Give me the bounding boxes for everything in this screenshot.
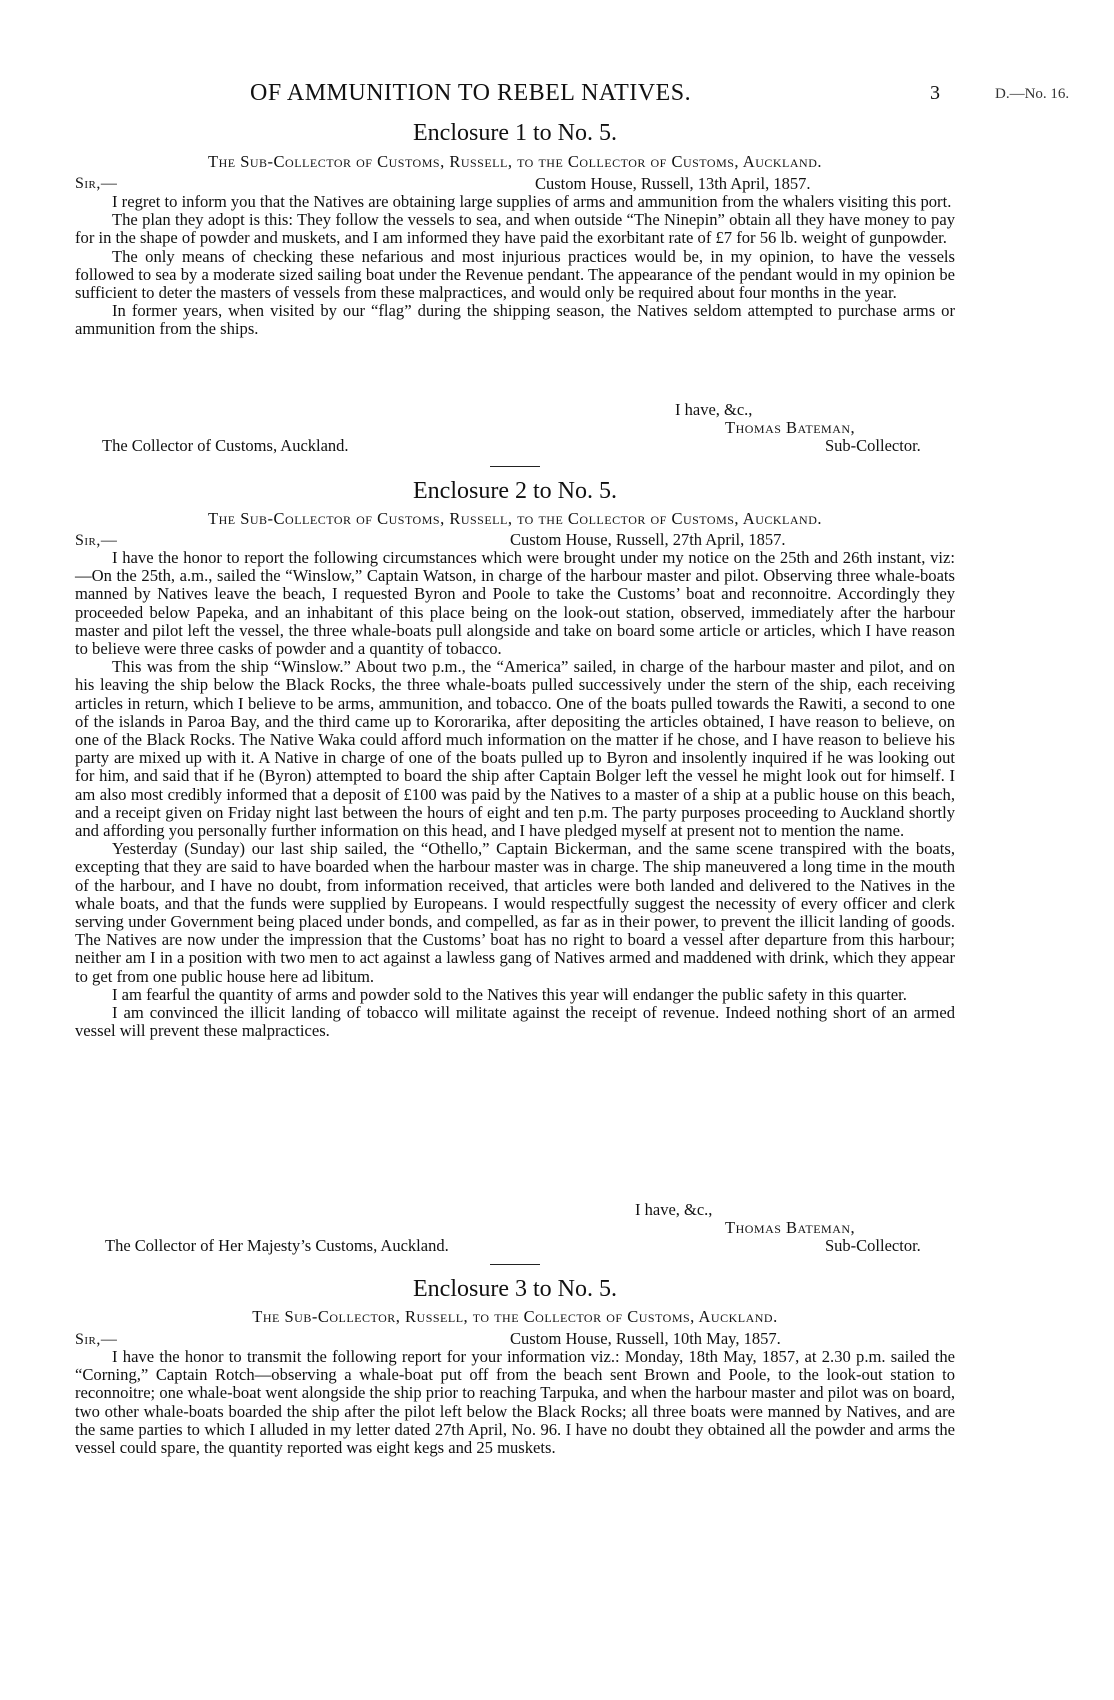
- enclosure-1-paragraph: The plan they adopt is this: They follow the vessels to sea, and when outside “The Ninepin” obtain all they have money to pay for in the shape of powder and muskets, and I am informed they have paid the exorbitant rate of £7 for 56 lb. weight of gunpowder.: [75, 210, 955, 248]
- enclosure-3-body: [75, 1348, 955, 1457]
- enclosure-1-addressee: The Collector of Customs, Auckland.: [102, 436, 349, 455]
- enclosure-1-paragraph: I regret to inform you that the Natives are obtaining large supplies of arms and ammunition from the whalers visiting this port.: [112, 192, 952, 211]
- page-number: 3: [930, 82, 940, 104]
- enclosure-1-body: [75, 193, 955, 339]
- section-divider: [490, 466, 540, 467]
- enclosure-1-title: Enclosure 1 to No. 5.: [413, 120, 617, 146]
- enclosure-1-salutation: Sir,—: [75, 175, 118, 192]
- enclosure-2-from-line: The Sub-Collector of Customs, Russell, to the Collector of Customs, Auckland.: [208, 509, 822, 528]
- section-divider: [490, 1264, 540, 1265]
- enclosure-2-dateline: Custom House, Russell, 27th April, 1857.: [510, 530, 786, 549]
- running-title: OF AMMUNITION TO REBEL NATIVES.: [250, 80, 692, 106]
- enclosure-3-from-line: The Sub-Collector, Russell, to the Collector of Customs, Auckland.: [252, 1307, 778, 1326]
- enclosure-3-dateline: Custom House, Russell, 10th May, 1857.: [510, 1329, 781, 1348]
- enclosure-2-closing: I have, &c.,: [635, 1200, 713, 1219]
- enclosure-2-paragraph: I am fearful the quantity of arms and powder sold to the Natives this year will endanger the public safety in this quarter.: [112, 984, 907, 1004]
- enclosure-3-salutation: Sir,—: [75, 1331, 118, 1348]
- enclosure-2-salutation: Sir,—: [75, 532, 118, 549]
- enclosure-2-paragraph: I have the honor to report the following circumstances which were brought under my notice on the 25th and 26th instant, viz:—On the 25th, a.m., sailed the “Winslow,” Captain Watson, in charge of the harbour master and pilot. Observing three whale-boats manned by Natives leave the beach, I requested Byron and Poole to take the Customs’ boat and reconnoitre. Accordingly they proceeded below Papeka, and an inhabitant of this place being on the look-out station, observed, immediately after the harbour master and pilot left the vessel, the three whale-boats pull alongside and take on board some article or articles, which I have reason to believe were three casks of powder and a quantity of tobacco.: [75, 548, 955, 659]
- enclosure-1-from-line: The Sub-Collector of Customs, Russell, to the Collector of Customs, Auckland.: [208, 152, 822, 171]
- enclosure-1-closing: I have, &c.,: [675, 400, 753, 419]
- enclosure-2-addressee: The Collector of Her Majesty’s Customs, Auckland.: [105, 1236, 449, 1255]
- enclosure-3-paragraph: I have the honor to transmit the following report for your information viz.: Monday, 18th May, 1857, at 2.30 p.m. sailed the “Corning,” Captain Rotch—observing a whale-boat put off from the beach sent Brown and Poole, to the look-out station to reconnoitre; one whale-boat went alongside the ship prior to reaching Tarpuka, and when the harbour master and pilot was on board, two other whale-boats boarded the ship after the pilot left below the Black Rocks; all three boats were manned by Natives, and are the same parties to which I alluded in my letter dated 27th April, No. 96. I have no doubt they obtained all the powder and arms the vessel could spare, the quantity reported was eight kegs and 25 muskets.: [75, 1347, 955, 1458]
- enclosure-1-paragraph: In former years, when visited by our “flag” during the shipping season, the Natives seldom attempted to purchase arms or ammunition from the ships.: [75, 301, 955, 339]
- enclosure-1-paragraph: The only means of checking these nefarious and most injurious practices would be, in my opinion, to have the vessels followed to sea by a moderate sized sailing boat under the Revenue pendant. The appearance of the pendant would in my opinion be sufficient to deter the masters of vessels from these malpractices, and would only be required about four months in the year.: [75, 246, 955, 303]
- document-reference: D.—No. 16.: [995, 86, 1070, 102]
- enclosure-2-body: [75, 549, 955, 1040]
- enclosure-1-dateline: Custom House, Russell, 13th April, 1857.: [535, 174, 811, 193]
- enclosure-2-title: Enclosure 2 to No. 5.: [413, 478, 617, 504]
- enclosure-2-paragraph: This was from the ship “Winslow.” About two p.m., the “America” sailed, in charge of the harbour master and pilot, and on his leaving the ship below the Black Rocks, the three whale-boats pulled successively under the stern of the ship, each receiving articles in return, which I believe to be arms, ammunition, and tobacco. One of the boats pulled towards the Rawiti, a second to one of the islands in Paroa Bay, and the third came up to Kororarika, after depositing the articles obtained, I have reason to believe, on one of the Black Rocks. The Native Waka could afford much information on the matter if he chose, and I have reason to believe his party are mixed up with it. A Native in charge of one of the boats pulled up to Byron and insolently inquired if he was looking out for him, and said that if he (Byron) attempted to board the ship after Captain Bolger left the vessel he might look out for himself. I am also most credibly informed that a deposit of £100 was paid by the Natives to a master of a ship at a public house on this beach, and a receipt given on Friday night last between the hours of eight and ten p.m. The party purposes proceeding to Auckland shortly and affording you personally further information on this head, and I have pledged myself at present not to mention the name.: [75, 657, 955, 841]
- enclosure-1-signer: Thomas Bateman,: [725, 418, 856, 437]
- enclosure-2-paragraph: Yesterday (Sunday) our last ship sailed, the “Othello,” Captain Bickerman, and the same scene transpired with the boats, excepting that they are said to have boarded when the harbour master was in charge. The ship maneuvered a long time in the mouth of the harbour, and I have no doubt, from information received, that articles were both landed and delivered to the Natives in the whale boats, and that the funds were supplied by Europeans. I would respectfully suggest the necessity of every officer and clerk serving under Government being placed under bonds, and compelled, as far as in their power, to prevent the illicit landing of goods. The Natives are now under the impression that the Customs’ boat has no right to board a vessel after departure from this harbour; neither am I in a position with two men to act against a lawless gang of Natives armed and maddened with drink, which they appear to get from one public house here ad libitum.: [75, 839, 955, 986]
- enclosure-1-signer-title: Sub-Collector.: [825, 436, 921, 455]
- running-header: [75, 80, 1080, 110]
- enclosure-2-signer: Thomas Bateman,: [725, 1218, 856, 1237]
- enclosure-2-signer-title: Sub-Collector.: [825, 1236, 921, 1255]
- enclosure-3-title: Enclosure 3 to No. 5.: [413, 1276, 617, 1302]
- enclosure-2-paragraph: I am convinced the illicit landing of tobacco will militate against the receipt of revenue. Indeed nothing short of an armed vessel will prevent these malpractices.: [75, 1003, 955, 1041]
